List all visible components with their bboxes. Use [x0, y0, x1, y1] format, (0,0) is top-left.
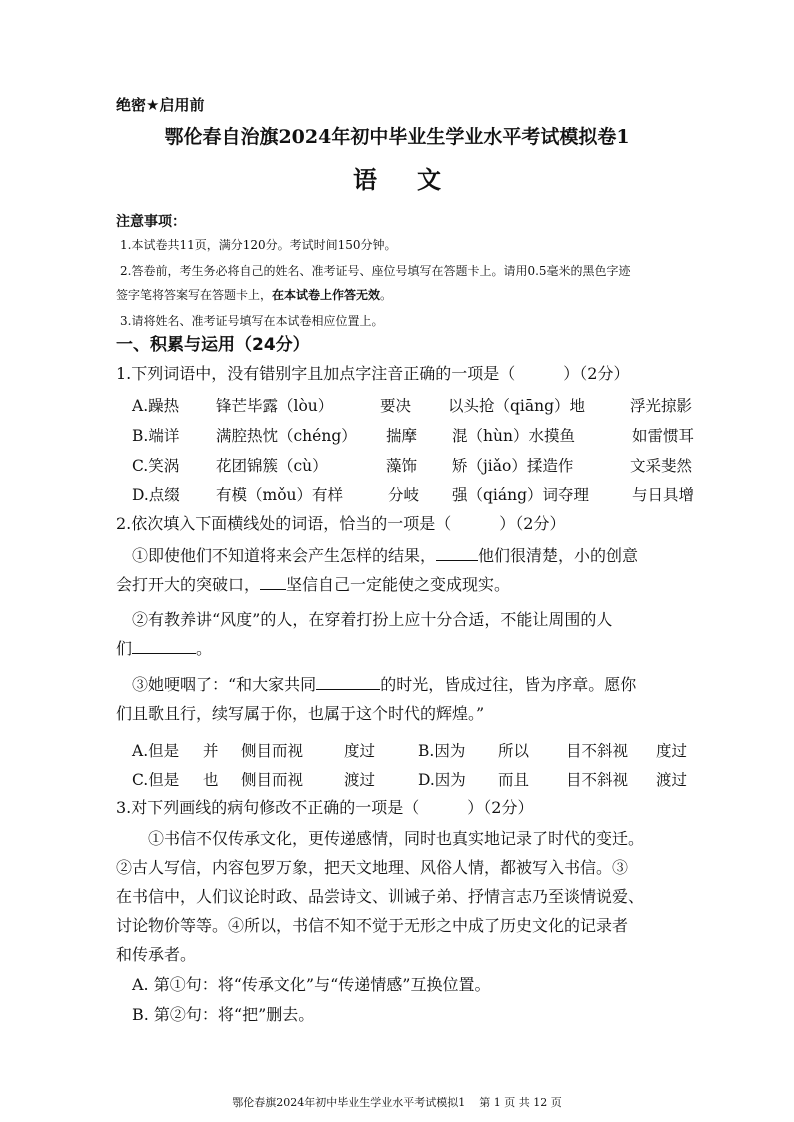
q1-c-4: 矫（jiǎo）揉造作 [452, 457, 574, 475]
notice-item-1: 1.本试卷共11页，满分120分。考试时间150分钟。 [120, 238, 397, 252]
q1-b-1: B.端详 [132, 427, 180, 445]
q1-c-2: 花团锦簇（cù） [216, 457, 328, 475]
section-1-title: 一、积累与运用（24分） [116, 335, 310, 355]
notice-warning: 在本试卷上作答无效 [272, 288, 381, 302]
secret-label: 绝密★启用前 [116, 96, 205, 114]
q1-d-1: D.点缀 [132, 486, 180, 504]
q2-opt-a-3: 侧目而视 [241, 742, 304, 760]
subject-title: 语文 [353, 165, 481, 194]
q2-opt-d-3: 目不斜视 [566, 771, 629, 789]
notice-item-3: 3.请将姓名、准考证号填写在本试卷相应位置上。 [120, 314, 384, 328]
q1-d-3: 分岐 [388, 486, 420, 504]
footer-exam-name: 鄂伦春旗2024年初中毕业生学业水平考试模拟1 [232, 1096, 466, 1109]
q2-p1b: 他们很清楚，小的创意 [478, 546, 639, 565]
q2-opt-c-3: 侧目而视 [241, 771, 304, 789]
q2-opt-b-3: 目不斜视 [566, 742, 629, 760]
q1-a-1: A.躁热 [132, 397, 180, 415]
q3-line-5: 和传承者。 [116, 945, 197, 964]
q3-option-a: A. 第①句：将“传承文化”与“传递情感”互换位置。 [132, 975, 491, 994]
q1-a-5: 浮光掠影 [630, 397, 693, 415]
q2-p3b: 的时光，皆成过往，皆为序章。愿你 [380, 675, 637, 694]
q2-p2b: 们 [116, 639, 133, 658]
q3-line-1: ①书信不仅传承文化，更传递感情，同时也真实地记录了时代的变迁。 [148, 829, 645, 848]
q3-line-3: 在书信中，人们议论时政、品尝诗文、训诫子弟、抒情言志乃至谈情说爱、 [116, 887, 645, 906]
q2-opt-a-2: 并 [203, 742, 219, 760]
q2-opt-c-1: C.但是 [132, 771, 180, 789]
q3-option-b: B. 第②句：将“把”删去。 [132, 1005, 315, 1024]
q2-opt-c-4: 渡过 [344, 771, 376, 789]
q1-d-4: 强（qiáng）词夺理 [452, 486, 590, 504]
q2-p2c: 。 [196, 639, 213, 658]
q1-b-2: 满腔热忱（chéng） [216, 427, 357, 445]
q1-d-2: 有模（mǒu）有样 [216, 486, 344, 504]
q2-stem: 2.依次填入下面横线处的词语，恰当的一项是（ ）（2分） [116, 514, 566, 533]
notice-heading: 注意事项： [116, 214, 186, 230]
q2-p1d: 坚信自己一定能使之变成现实。 [286, 575, 511, 594]
q2-opt-d-4: 渡过 [656, 771, 688, 789]
notice-item-2-end: 。 [380, 288, 393, 302]
q2-blank-2 [260, 575, 286, 590]
q1-a-2: 锋芒毕露（lòu） [216, 397, 334, 415]
q2-opt-b-4: 度过 [656, 742, 688, 760]
q2-opt-a-1: A.但是 [132, 742, 180, 760]
q2-opt-a-4: 度过 [344, 742, 376, 760]
q2-para-2-line-2 [116, 636, 212, 659]
q1-b-3: 揣摩 [386, 427, 418, 445]
q1-a-4: 以头抢（qiāng）地 [448, 397, 586, 415]
page-footer [0, 1094, 794, 1110]
q1-c-5: 文采斐然 [630, 457, 693, 475]
q1-c-3: 藻饰 [386, 457, 418, 475]
q2-para-1-line-2 [116, 572, 510, 595]
q2-p1a: ①即使他们不知道将来会产生怎样的结果， [132, 546, 437, 565]
q2-blank-3 [132, 639, 196, 654]
q2-opt-c-2: 也 [203, 771, 219, 789]
q2-opt-b-1: B.因为 [418, 742, 466, 760]
q2-opt-d-1: D.因为 [418, 771, 466, 789]
q1-stem: 1.下列词语中，没有错别字且加点字注音正确的一项是（ ）（2分） [116, 364, 630, 383]
notice-item-2-text: 签字笔将答案写在答题卡上， [116, 288, 273, 302]
q3-line-2: ②古人写信，内容包罗万象，把天文地理、风俗人情，都被写入书信。③ [116, 858, 629, 877]
q3-line-4: 讨论物价等等。④所以，书信不知不觉于无形之中成了历史文化的记录者 [116, 916, 629, 935]
q2-para-2-line-1: ②有教养讲“风度”的人，在穿着打扮上应十分合适，不能让周围的人 [132, 610, 613, 629]
q2-opt-b-2: 所以 [498, 742, 530, 760]
notice-item-2-cont [116, 286, 392, 303]
q3-stem: 3.对下列画线的病句修改不正确的一项是（ ）（2分） [116, 798, 534, 817]
q2-para-3-line-1 [132, 672, 636, 695]
exam-title: 鄂伦春自治旗2024年初中毕业生学业水平考试模拟卷1 [164, 126, 630, 148]
q2-para-3-line-2: 们且歌且行，续写属于你，也属于这个时代的辉煌。” [116, 704, 485, 723]
footer-page-number: 第 1 页 共 12 页 [479, 1096, 562, 1109]
q1-b-4: 混（hùn）水摸鱼 [452, 427, 575, 445]
q2-p1c: 会打开大的突破口， [116, 575, 261, 594]
q1-b-5: 如雷惯耳 [632, 427, 695, 445]
q1-a-3: 要决 [380, 397, 412, 415]
q1-c-1: C.笑涡 [132, 457, 180, 475]
q2-para-1-line-1 [132, 543, 638, 566]
q2-p3a: ③她哽咽了：“和大家共同 [132, 675, 317, 694]
q2-blank-4 [316, 675, 380, 690]
q1-d-5: 与日具增 [632, 486, 695, 504]
notice-item-2: 2.答卷前，考生务必将自己的姓名、准考证号、座位号填写在答题卡上。请用0.5毫米的黑色字迹 [120, 264, 631, 278]
q2-opt-d-2: 而且 [498, 771, 530, 789]
q2-blank-1 [436, 546, 478, 561]
